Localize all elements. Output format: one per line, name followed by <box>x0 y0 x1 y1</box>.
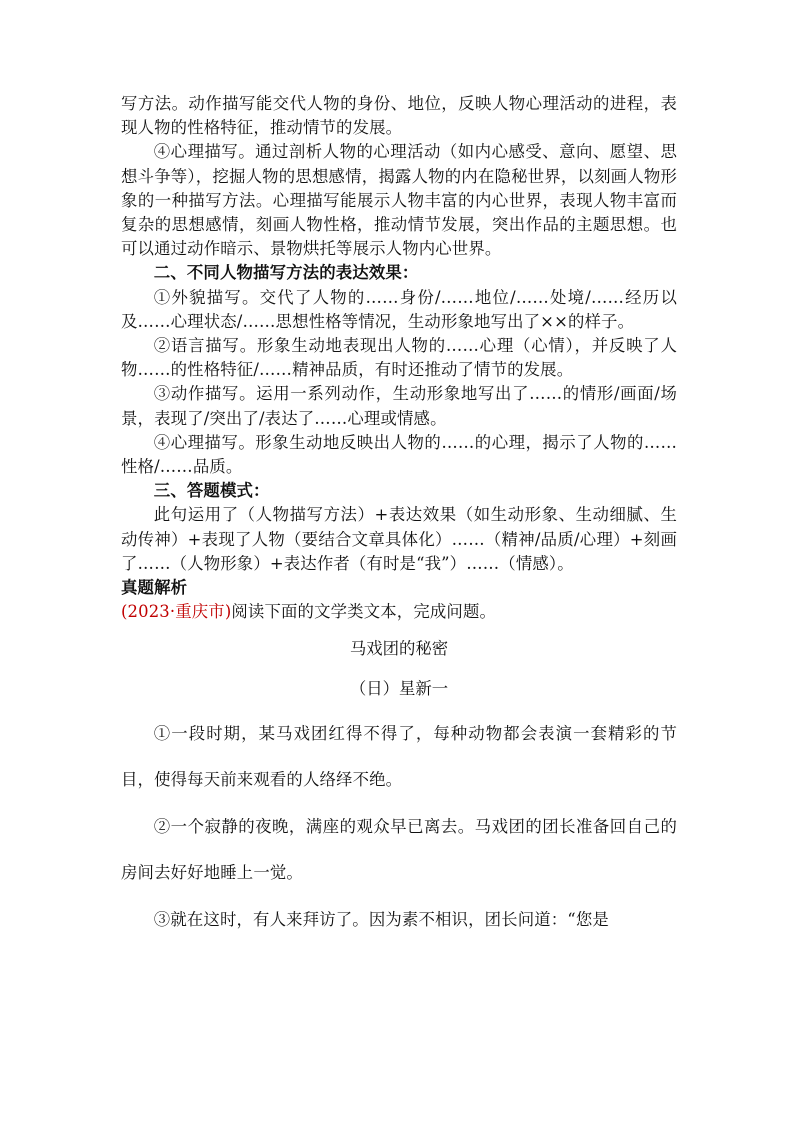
intro-paragraph-1: 写方法。动作描写能交代人物的身份、地位，反映人物心理活动的进程，表现人物的性格特征，推动情节的发展。 <box>121 94 677 138</box>
effect-item-language: ②语言描写。形象生动地表现出人物的……心理（心情），并反映了人物……的性格特征/……精神品质，有时还推动了情节的发展。 <box>121 336 677 380</box>
story-paragraph-3: ③就在这时，有人来拜访了。因为素不相识，团长问道：“您是 <box>153 909 609 929</box>
story-author: （日）星新一 <box>349 678 449 698</box>
effect-item-psychology: ④心理描写。形象生动地反映出人物的……的心理，揭示了人物的……性格/……品质。 <box>121 432 677 477</box>
analysis-heading: 真题解析 <box>121 578 188 598</box>
story-body <box>121 711 677 944</box>
answer-pattern-body: 此句运用了（人物描写方法）+表达效果（如生动形象、生动细腻、生动传神）+表现了人物（要结合文章具体化）……（精神/品质/心理）+刻画了……（人物形象）+表达作者（有时是“我”）……（情感）。 <box>121 505 677 573</box>
section-heading-answer-pattern: 三、答题模式： <box>153 481 270 501</box>
analysis-instruction: 阅读下面的文学类文本，完成问题。 <box>231 602 497 622</box>
intro-paragraph-2: ④心理描写。通过剖析人物的心理活动（如内心感受、意向、愿望、思想斗争等），挖掘人物的思想感情，揭露人物的内在隐秘世界，以刻画人物形象的一种描写方法。心理描写能展示人物丰富的内心世界，表现人物丰富而复杂的思想感情，刻画人物性格，推动情节发展，突出作品的主题思想。也可以通过动作暗示、景物烘托等展示人物内心世界。 <box>121 142 677 259</box>
section-heading-effects: 二、不同人物描写方法的表达效果： <box>153 263 419 283</box>
document-page <box>121 92 677 943</box>
effect-item-appearance: ①外貌描写。交代了人物的……身份/……地位/……处境/……经历以及……心理状态/……思想性格等情况，生动形象地写出了××的样子。 <box>121 287 677 331</box>
story-paragraph-1: ①一段时期，某马戏团红得不得了，每种动物都会表演一套精彩的节目，使得每天前来观看的人络绎不绝。 <box>121 723 677 790</box>
effect-item-action: ③动作描写。运用一系列动作，生动形象地写出了……的情形/画面/场景，表现了/突出了/表达了……心理或情感。 <box>121 384 677 428</box>
story-paragraph-2: ②一个寂静的夜晚，满座的观众早已离去。马戏团的团长准备回自己的房间去好好地睡上一觉。 <box>121 816 677 883</box>
analysis-instruction-line <box>121 600 677 624</box>
exam-source-label: (2023·重庆市) <box>121 602 232 622</box>
story-title: 马戏团的秘密 <box>349 639 449 659</box>
